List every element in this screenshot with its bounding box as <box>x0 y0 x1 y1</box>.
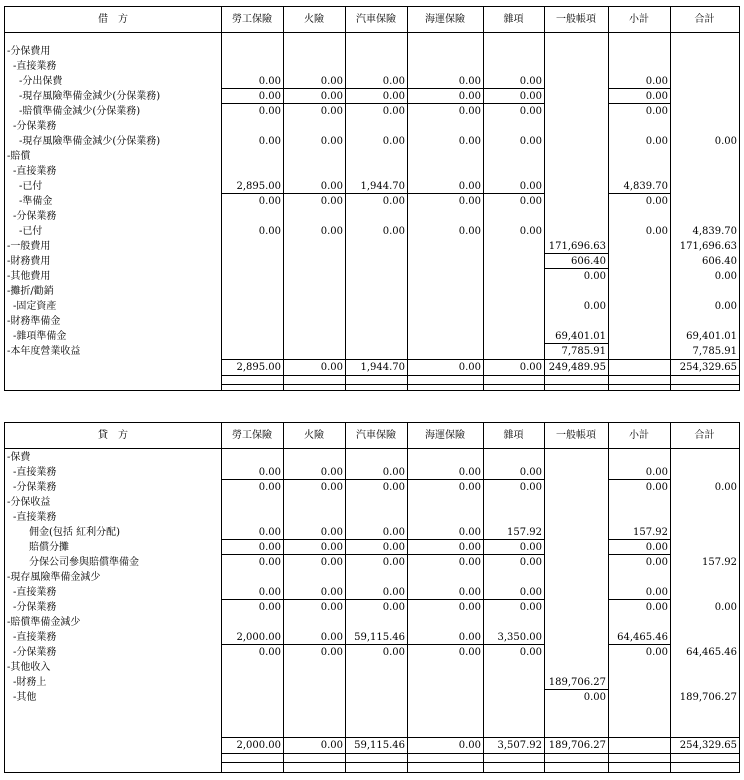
cell-subtotal: 0.00 <box>645 482 668 493</box>
cell-total: 0.00 <box>714 136 737 147</box>
header-misc: 雜項 <box>503 14 524 25</box>
cell-marine: 0.00 <box>458 196 481 207</box>
header-subtotal: 小計 <box>629 14 649 25</box>
cell-subtotal: 0.00 <box>645 136 668 147</box>
table-row <box>5 149 739 164</box>
cell-subtotal: 0.00 <box>645 226 668 237</box>
cell-marine: 0.00 <box>458 136 481 147</box>
total-general: 189,706.27 <box>548 740 606 751</box>
cell-marine: 0.00 <box>458 602 481 613</box>
row-label: -分出保費 <box>19 76 63 87</box>
cell-misc: 0.00 <box>519 557 542 568</box>
table-row <box>5 465 739 480</box>
table-row <box>5 480 739 495</box>
total-total: 254,329.65 <box>679 740 737 751</box>
debit-table <box>4 6 740 391</box>
table-row <box>5 74 739 89</box>
row-label: -已付 <box>19 226 43 237</box>
cell-auto: 0.00 <box>382 226 405 237</box>
row-label: -其他收入 <box>7 662 51 673</box>
table-row <box>5 164 739 179</box>
table-row <box>5 269 739 284</box>
bottom-rule <box>221 375 739 376</box>
table-row <box>5 675 739 690</box>
row-label: -賠償 <box>7 151 31 162</box>
cell-auto: 0.00 <box>382 587 405 598</box>
cell-marine: 0.00 <box>458 647 481 658</box>
row-label: -現存風險準備金減少 <box>7 572 101 583</box>
cell-misc: 0.00 <box>519 226 542 237</box>
cell-auto: 0.00 <box>382 467 405 478</box>
cell-marine: 0.00 <box>458 181 481 192</box>
table-row <box>5 194 739 209</box>
total-total: 254,329.65 <box>679 362 737 373</box>
cell-misc: 0.00 <box>519 196 542 207</box>
total-marine: 0.00 <box>458 740 481 751</box>
cell-fire: 0.00 <box>320 542 343 553</box>
row-label: -本年度營業收益 <box>7 346 81 357</box>
total-fire: 0.00 <box>320 740 343 751</box>
cell-misc: 0.00 <box>519 91 542 102</box>
row-label: -賠償準備金減少 <box>7 617 81 628</box>
cell-auto: 0.00 <box>382 91 405 102</box>
cell-general: 69,401.01 <box>555 331 606 342</box>
row-label: -分保業務 <box>13 647 57 658</box>
row-label: -分保業務 <box>13 602 57 613</box>
row-label: -直接業務 <box>13 632 57 643</box>
cell-marine: 0.00 <box>458 76 481 87</box>
row-label: -固定資產 <box>13 301 57 312</box>
total-auto: 59,115.46 <box>354 740 405 751</box>
cell-fire: 0.00 <box>320 632 343 643</box>
cell-fire: 0.00 <box>320 91 343 102</box>
cell-marine: 0.00 <box>458 557 481 568</box>
row-label: -賠償準備金減少(分保業務) <box>19 106 141 117</box>
table-row <box>5 540 739 555</box>
cell-fire: 0.00 <box>320 557 343 568</box>
table-header <box>5 423 739 449</box>
row-label: -財務費用 <box>7 256 51 267</box>
table-row <box>5 660 739 675</box>
table-row <box>5 59 739 74</box>
cell-fire: 0.00 <box>320 527 343 538</box>
cell-general: 7,785.91 <box>561 346 606 357</box>
cell-subtotal: 0.00 <box>645 106 668 117</box>
total-auto: 1,944.70 <box>360 362 405 373</box>
cell-subtotal: 0.00 <box>645 91 668 102</box>
total-fire: 0.00 <box>320 362 343 373</box>
cell-marine: 0.00 <box>458 587 481 598</box>
cell-misc: 0.00 <box>519 106 542 117</box>
cell-fire: 0.00 <box>320 181 343 192</box>
header-label: 貸 方 <box>98 430 128 441</box>
table-row <box>5 44 739 59</box>
cell-labor: 2,895.00 <box>236 181 281 192</box>
header-auto: 汽車保險 <box>356 430 396 441</box>
cell-misc: 0.00 <box>519 136 542 147</box>
bottom-rule <box>221 753 739 754</box>
cell-marine: 0.00 <box>458 542 481 553</box>
row-label: -攤折/勸銷 <box>7 286 54 297</box>
cell-auto: 0.00 <box>382 602 405 613</box>
credit-table <box>4 422 740 773</box>
header-auto: 汽車保險 <box>356 14 396 25</box>
row-label: 佣金(包括 紅利分配) <box>29 527 120 538</box>
cell-total: 69,401.01 <box>686 331 737 342</box>
table-row <box>5 119 739 134</box>
cell-subtotal: 0.00 <box>645 467 668 478</box>
row-label: -直接業務 <box>13 166 57 177</box>
cell-fire: 0.00 <box>320 76 343 87</box>
cell-misc: 0.00 <box>519 647 542 658</box>
cell-auto: 0.00 <box>382 647 405 658</box>
cell-total: 171,696.63 <box>679 241 737 252</box>
table-row <box>5 525 739 540</box>
cell-fire: 0.00 <box>320 647 343 658</box>
cell-general: 0.00 <box>583 692 606 703</box>
cell-marine: 0.00 <box>458 91 481 102</box>
cell-fire: 0.00 <box>320 226 343 237</box>
header-general: 一般帳項 <box>556 14 596 25</box>
total-row <box>5 360 739 375</box>
table-row <box>5 224 739 239</box>
table-row <box>5 254 739 269</box>
table-row <box>5 690 739 705</box>
cell-subtotal: 0.00 <box>645 587 668 598</box>
row-label: -直接業務 <box>13 512 57 523</box>
header-misc: 雜項 <box>503 430 524 441</box>
cell-labor: 0.00 <box>258 557 281 568</box>
cell-subtotal: 4,839.70 <box>623 181 668 192</box>
table-row <box>5 495 739 510</box>
cell-auto: 0.00 <box>382 106 405 117</box>
cell-general: 0.00 <box>583 301 606 312</box>
header-total: 合計 <box>694 430 715 441</box>
cell-labor: 0.00 <box>258 527 281 538</box>
cell-misc: 3,350.00 <box>497 632 542 643</box>
table-row <box>5 555 739 570</box>
table-row <box>5 314 739 329</box>
table-row <box>5 600 739 615</box>
cell-marine: 0.00 <box>458 106 481 117</box>
cell-labor: 0.00 <box>258 226 281 237</box>
total-labor: 2,000.00 <box>236 740 281 751</box>
cell-labor: 0.00 <box>258 542 281 553</box>
table-row <box>5 344 739 359</box>
row-label: -其他費用 <box>7 271 51 282</box>
header-marine: 海運保險 <box>425 430 465 441</box>
total-misc: 3,507.92 <box>497 740 542 751</box>
row-label: -直接業務 <box>13 467 57 478</box>
header-total: 合計 <box>694 14 715 25</box>
row-label: -已付 <box>19 181 43 192</box>
cell-labor: 0.00 <box>258 482 281 493</box>
cell-marine: 0.00 <box>458 467 481 478</box>
cell-total: 64,465.46 <box>686 647 737 658</box>
total-row <box>5 738 739 753</box>
table-row <box>5 450 739 465</box>
cell-auto: 0.00 <box>382 527 405 538</box>
cell-misc: 0.00 <box>519 587 542 598</box>
row-label: -其他 <box>13 692 37 703</box>
total-misc: 0.00 <box>519 362 542 373</box>
row-label: -直接業務 <box>13 61 57 72</box>
cell-general: 0.00 <box>583 271 606 282</box>
total-marine: 0.00 <box>458 362 481 373</box>
header-general: 一般帳項 <box>556 430 596 441</box>
cell-total: 189,706.27 <box>679 692 737 703</box>
cell-total: 7,785.91 <box>692 346 737 357</box>
cell-subtotal: 0.00 <box>645 542 668 553</box>
cell-labor: 0.00 <box>258 106 281 117</box>
cell-misc: 0.00 <box>519 482 542 493</box>
cell-marine: 0.00 <box>458 226 481 237</box>
table-row <box>5 179 739 194</box>
cell-auto: 0.00 <box>382 76 405 87</box>
bottom-rule <box>221 762 739 763</box>
total-labor: 2,895.00 <box>236 362 281 373</box>
cell-subtotal: 0.00 <box>645 76 668 87</box>
cell-auto: 0.00 <box>382 557 405 568</box>
row-label: -保費 <box>7 452 31 463</box>
row-label: -分保業務 <box>13 482 57 493</box>
table-row <box>5 209 739 224</box>
table-row <box>5 284 739 299</box>
row-label: -直接業務 <box>13 587 57 598</box>
cell-fire: 0.00 <box>320 467 343 478</box>
cell-subtotal: 64,465.46 <box>617 632 668 643</box>
cell-misc: 0.00 <box>519 467 542 478</box>
header-subtotal: 小計 <box>629 430 649 441</box>
cell-general: 606.40 <box>571 256 606 267</box>
cell-total: 157.92 <box>702 557 737 568</box>
cell-auto: 59,115.46 <box>354 632 405 643</box>
row-label: -分保費用 <box>7 46 51 57</box>
cell-auto: 0.00 <box>382 196 405 207</box>
row-label: -一般費用 <box>7 241 51 252</box>
row-label: -現存風險準備金減少(分保業務) <box>19 136 161 147</box>
cell-fire: 0.00 <box>320 482 343 493</box>
cell-subtotal: 0.00 <box>645 602 668 613</box>
bottom-rule <box>221 384 739 385</box>
cell-misc: 0.00 <box>519 181 542 192</box>
cell-general: 189,706.27 <box>548 677 606 688</box>
cell-misc: 157.92 <box>507 527 542 538</box>
header-labor: 勞工保險 <box>232 430 272 441</box>
cell-marine: 0.00 <box>458 632 481 643</box>
table-row <box>5 510 739 525</box>
table-row <box>5 615 739 630</box>
cell-misc: 0.00 <box>519 542 542 553</box>
cell-auto: 0.00 <box>382 136 405 147</box>
cell-labor: 0.00 <box>258 647 281 658</box>
header-fire: 火險 <box>304 430 324 441</box>
cell-total: 0.00 <box>714 482 737 493</box>
cell-labor: 0.00 <box>258 196 281 207</box>
row-label: -現存風險準備金減少(分保業務) <box>19 91 161 102</box>
cell-subtotal: 0.00 <box>645 557 668 568</box>
cell-fire: 0.00 <box>320 136 343 147</box>
row-label: -分保業務 <box>13 211 57 222</box>
cell-total: 0.00 <box>714 602 737 613</box>
cell-fire: 0.00 <box>320 587 343 598</box>
cell-subtotal: 0.00 <box>645 196 668 207</box>
cell-labor: 0.00 <box>258 602 281 613</box>
cell-labor: 0.00 <box>258 587 281 598</box>
table-row <box>5 329 739 344</box>
cell-labor: 0.00 <box>258 91 281 102</box>
cell-labor: 0.00 <box>258 467 281 478</box>
cell-misc: 0.00 <box>519 76 542 87</box>
table-row <box>5 89 739 104</box>
row-label: -雜項準備金 <box>13 331 67 342</box>
cell-labor: 0.00 <box>258 76 281 87</box>
table-row <box>5 645 739 660</box>
row-label: -分保收益 <box>7 497 51 508</box>
total-general: 249,489.95 <box>548 362 606 373</box>
cell-total: 0.00 <box>714 271 737 282</box>
cell-labor: 0.00 <box>258 136 281 147</box>
row-label: 分保公司參與賠償準備金 <box>29 557 139 568</box>
header-labor: 勞工保險 <box>232 14 272 25</box>
table-row <box>5 239 739 254</box>
cell-auto: 0.00 <box>382 542 405 553</box>
cell-general: 171,696.63 <box>548 241 606 252</box>
cell-auto: 0.00 <box>382 482 405 493</box>
row-label: -準備金 <box>19 196 53 207</box>
cell-fire: 0.00 <box>320 106 343 117</box>
cell-subtotal: 157.92 <box>633 527 668 538</box>
cell-total: 606.40 <box>702 256 737 267</box>
row-label: -財務上 <box>13 677 47 688</box>
table-row <box>5 299 739 314</box>
cell-misc: 0.00 <box>519 602 542 613</box>
cell-marine: 0.00 <box>458 482 481 493</box>
header-marine: 海運保險 <box>425 14 465 25</box>
table-row <box>5 570 739 585</box>
cell-fire: 0.00 <box>320 602 343 613</box>
table-header <box>5 7 739 33</box>
cell-total: 4,839.70 <box>692 226 737 237</box>
row-label: 賠償分攤 <box>29 542 69 553</box>
cell-marine: 0.00 <box>458 527 481 538</box>
cell-total: 0.00 <box>714 301 737 312</box>
row-label: -分保業務 <box>13 121 57 132</box>
header-label: 借 方 <box>98 14 128 25</box>
cell-labor: 2,000.00 <box>236 632 281 643</box>
cell-subtotal: 0.00 <box>645 647 668 658</box>
header-fire: 火險 <box>304 14 324 25</box>
table-row <box>5 630 739 645</box>
table-row <box>5 134 739 149</box>
table-row <box>5 104 739 119</box>
cell-auto: 1,944.70 <box>360 181 405 192</box>
row-label: -財務準備金 <box>7 316 61 327</box>
cell-fire: 0.00 <box>320 196 343 207</box>
table-row <box>5 585 739 600</box>
